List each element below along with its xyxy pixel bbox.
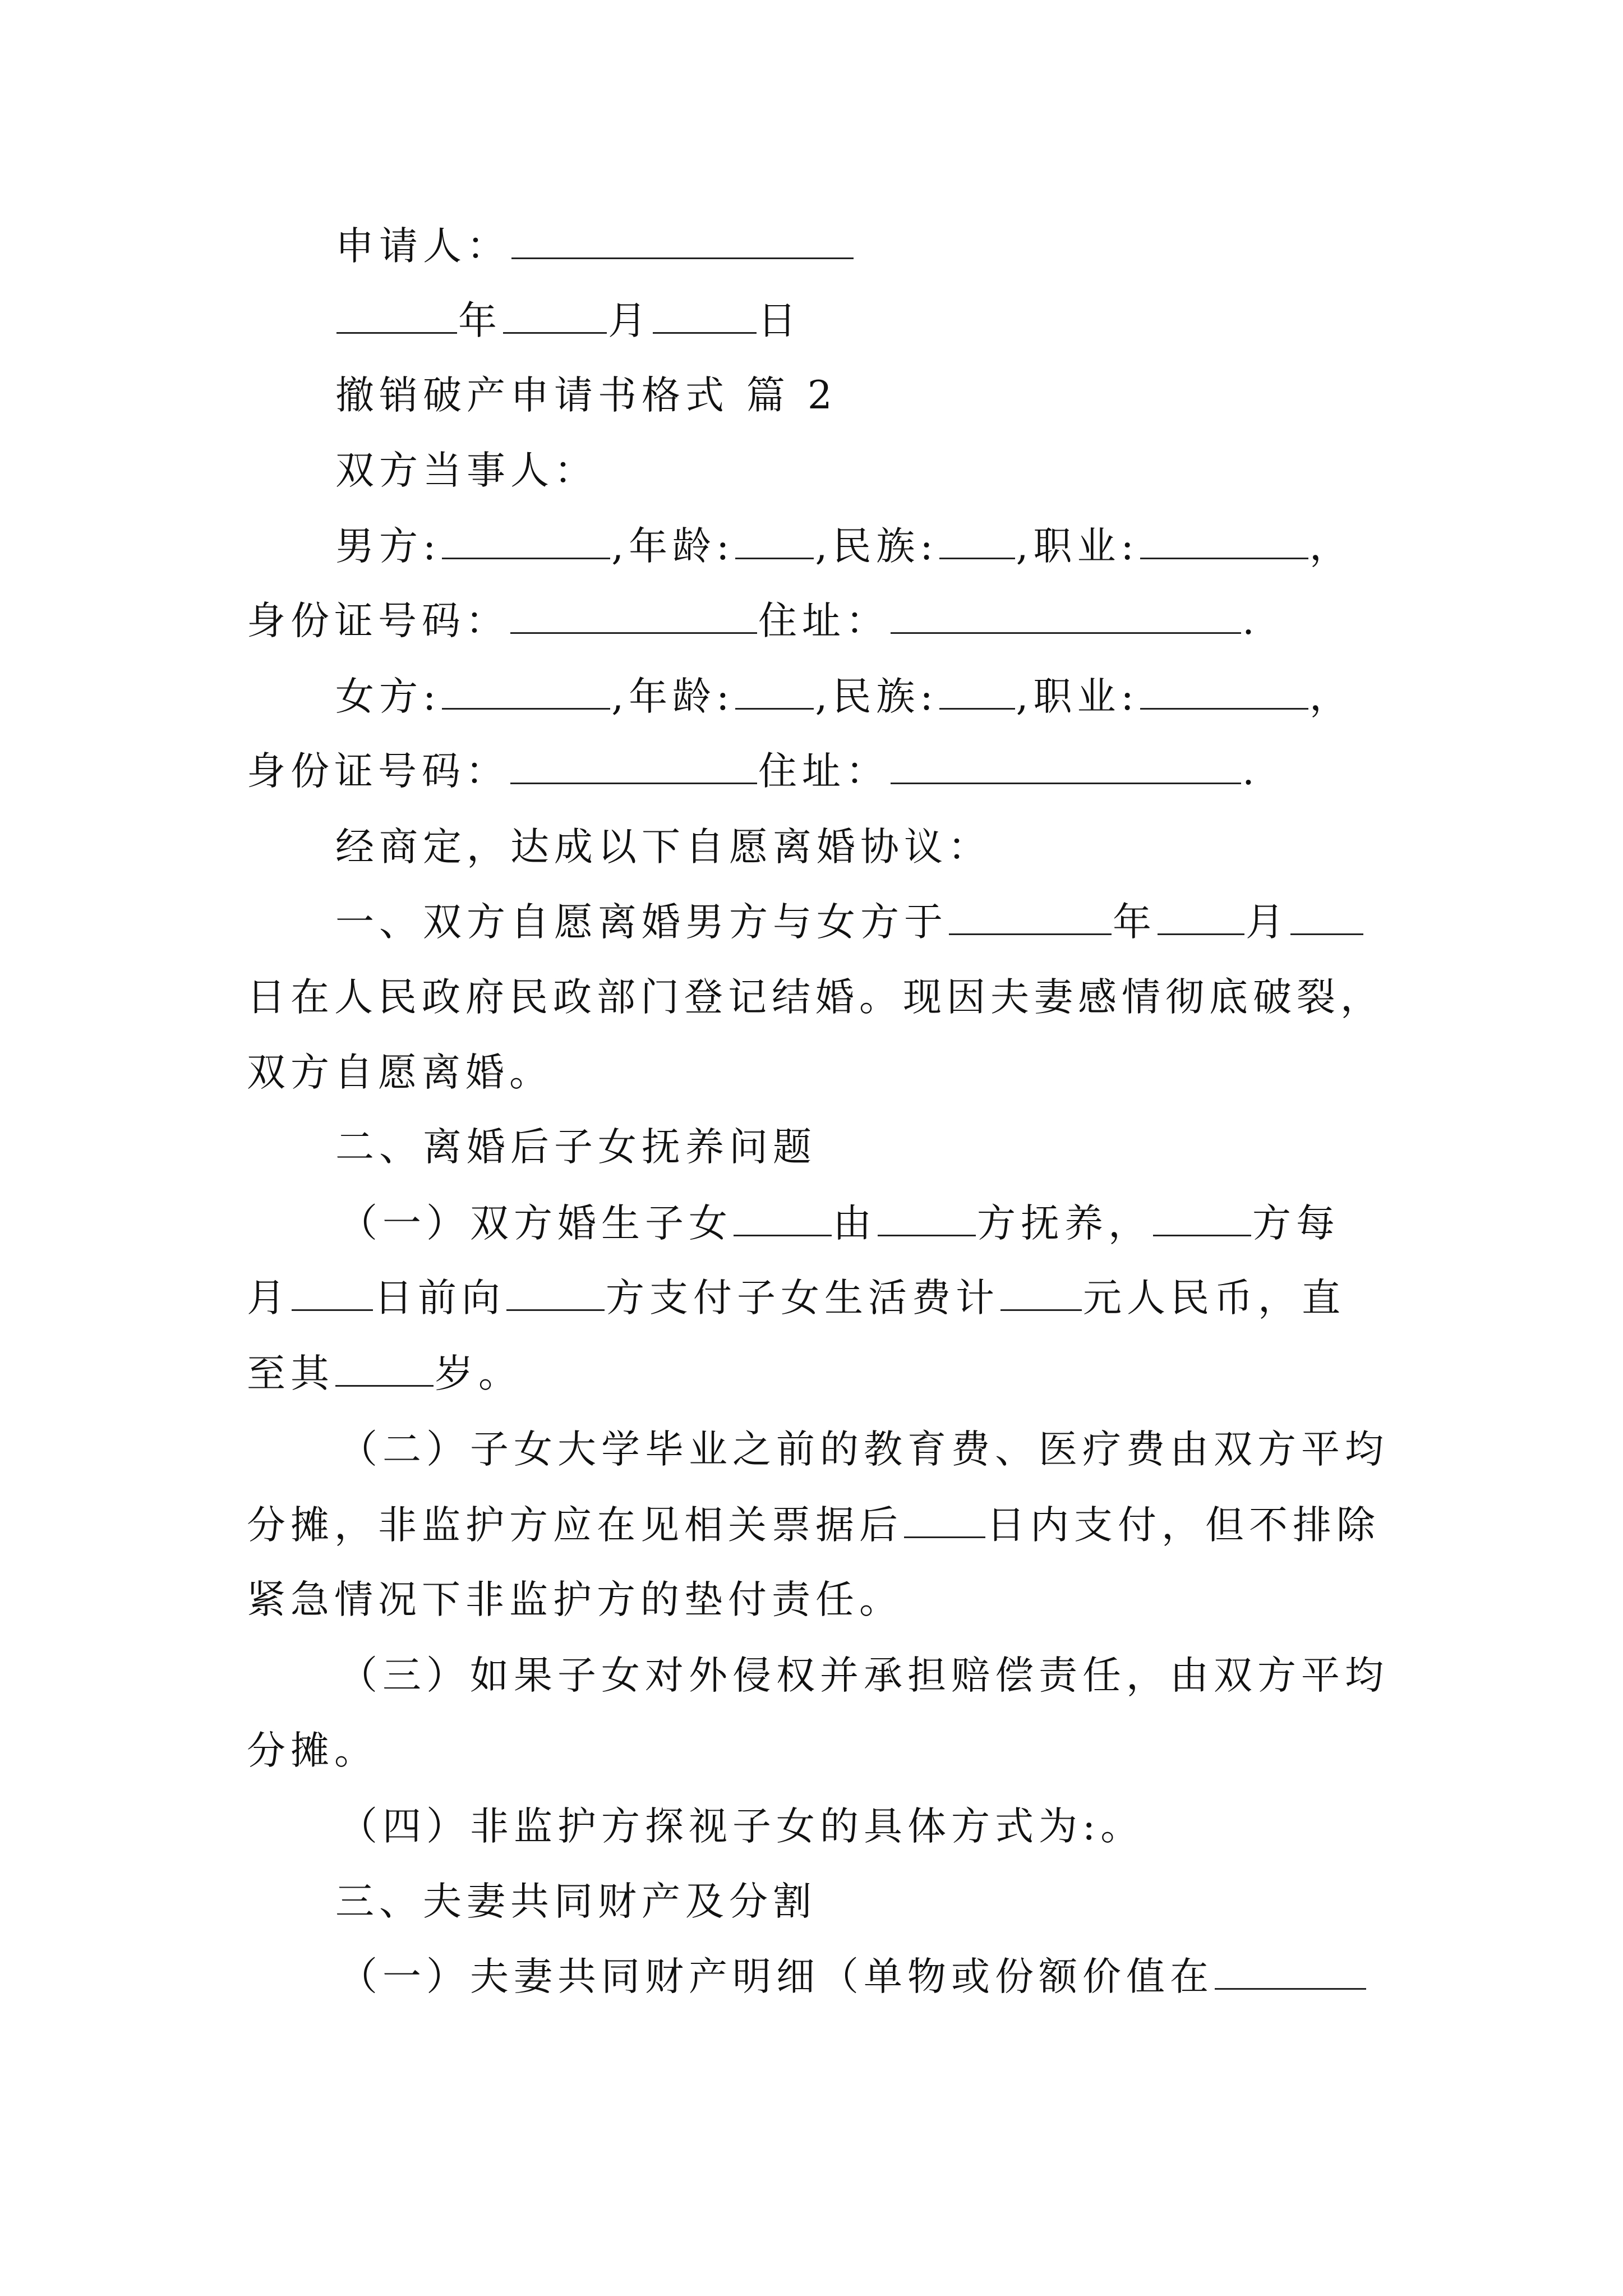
- age-label: ,年龄:: [611, 674, 735, 719]
- clause-text: （一）双方婚生子女: [339, 1201, 732, 1246]
- occupation-label: ,职业:: [1016, 674, 1139, 719]
- female-occupation-blank[interactable]: [1140, 705, 1308, 710]
- section-2-title: 二、离婚后子女抚养问题: [335, 1125, 817, 1170]
- year-label: 年: [1113, 900, 1156, 945]
- clause-text: 分摊，非监护方应在见相关票据后: [247, 1503, 903, 1548]
- clause-text: 方每: [1252, 1201, 1340, 1246]
- marriage-year-blank[interactable]: [949, 930, 1112, 935]
- clause-2-4: （四）非监护方探视子女的具体方式为:。: [339, 1804, 1145, 1849]
- clause-text: 岁。: [435, 1351, 522, 1396]
- parties-label: 双方当事人：: [335, 448, 598, 493]
- clause-text: 方支付子女生活费计: [606, 1276, 999, 1320]
- male-ethnicity-blank[interactable]: [939, 554, 1015, 559]
- clause-text: 月: [247, 1276, 291, 1320]
- clause-2-2-line-3: 紧急情况下非监护方的垫付责任。: [247, 1577, 903, 1622]
- male-line: [335, 524, 1353, 569]
- ethnicity-label: ,民族:: [815, 524, 938, 569]
- occupation-label: ,职业:: [1016, 524, 1139, 569]
- section-3-title: 三、夫妻共同财产及分割: [335, 1879, 817, 1924]
- male-age-blank[interactable]: [735, 554, 814, 559]
- clause-text: 由: [833, 1201, 877, 1246]
- day-label: 日: [758, 298, 801, 343]
- male-address-blank[interactable]: [891, 629, 1241, 634]
- month-label: 月: [1246, 900, 1289, 945]
- year-blank[interactable]: [336, 329, 457, 334]
- clause-text: 日前向: [374, 1276, 505, 1320]
- applicant-label: 申请人：: [335, 224, 510, 269]
- address-label: 住址：: [758, 749, 889, 794]
- clause-2-1-line-1: [339, 1201, 1340, 1246]
- female-line: [335, 674, 1353, 719]
- male-occupation-blank[interactable]: [1140, 554, 1308, 559]
- clause-3-1-line-1: [339, 1954, 1367, 1999]
- year-label: 年: [458, 298, 502, 343]
- section-1-line-3: 双方自愿离婚。: [247, 1050, 553, 1095]
- clause-2-2-line-1: （二）子女大学毕业之前的教育费、医疗费由双方平均: [339, 1427, 1389, 1472]
- female-ethnicity-blank[interactable]: [939, 705, 1015, 710]
- female-name-blank[interactable]: [442, 705, 610, 710]
- day-blank[interactable]: [653, 329, 757, 334]
- female-label: 女方:: [335, 674, 441, 719]
- id-label: 身份证号码：: [247, 749, 509, 794]
- period: .: [1242, 749, 1260, 794]
- female-id-blank[interactable]: [510, 779, 757, 784]
- date-line: [335, 298, 801, 343]
- clause-2-1-line-2: [247, 1276, 1345, 1320]
- female-age-blank[interactable]: [735, 705, 814, 710]
- clause-2-1-line-3: [247, 1351, 522, 1396]
- payee-party-blank[interactable]: [506, 1306, 605, 1311]
- female-address-blank[interactable]: [891, 779, 1241, 784]
- age-limit-blank[interactable]: [335, 1382, 434, 1387]
- payer-party-blank[interactable]: [1153, 1231, 1251, 1236]
- month-label: 月: [608, 298, 652, 343]
- clause-text: 至其: [247, 1351, 334, 1396]
- child-blank[interactable]: [734, 1231, 832, 1236]
- ethnicity-label: ,民族:: [815, 674, 938, 719]
- section-1-text: 一、双方自愿离婚男方与女方于: [335, 900, 948, 945]
- value-threshold-blank[interactable]: [1215, 1985, 1366, 1990]
- marriage-month-blank[interactable]: [1158, 930, 1244, 935]
- comma: ，: [1309, 674, 1353, 719]
- clause-2-3-line-1: （三）如果子女对外侵权并承担赔偿责任，由双方平均: [339, 1653, 1389, 1698]
- applicant-blank[interactable]: [511, 254, 854, 259]
- clause-text: 方抚养，: [977, 1201, 1152, 1246]
- custody-party-blank[interactable]: [878, 1231, 976, 1236]
- id-label: 身份证号码：: [247, 599, 509, 643]
- agreement-intro: 经商定，达成以下自愿离婚协议：: [335, 825, 992, 869]
- section-1-line-1: [335, 900, 1364, 945]
- pay-day-blank[interactable]: [292, 1306, 373, 1311]
- clause-2-2-line-2: [247, 1503, 1380, 1548]
- clause-text: 日内支付，但不排除: [986, 1503, 1380, 1548]
- clause-text: 元人民币，直: [1083, 1276, 1345, 1320]
- male-id-line: [247, 599, 1260, 643]
- male-name-blank[interactable]: [442, 554, 610, 559]
- female-id-line: [247, 749, 1260, 794]
- month-blank[interactable]: [503, 329, 607, 334]
- male-label: 男方:: [335, 524, 441, 569]
- period: .: [1242, 599, 1260, 643]
- payment-days-blank[interactable]: [904, 1533, 985, 1538]
- age-label: ,年龄:: [611, 524, 735, 569]
- applicant-line: [335, 224, 855, 269]
- address-label: 住址：: [758, 599, 889, 643]
- male-id-blank[interactable]: [510, 629, 757, 634]
- comma: ，: [1309, 524, 1353, 569]
- clause-2-3-line-2: 分摊。: [247, 1728, 378, 1773]
- section-1-line-2: 日在人民政府民政部门登记结婚。现因夫妻感情彻底破裂，: [247, 975, 1384, 1020]
- amount-blank[interactable]: [1000, 1306, 1082, 1311]
- marriage-day-blank[interactable]: [1290, 930, 1363, 935]
- section-heading: 撤销破产申请书格式 篇 2: [335, 373, 837, 418]
- clause-text: （一）夫妻共同财产明细（单物或份额价值在: [339, 1954, 1214, 1999]
